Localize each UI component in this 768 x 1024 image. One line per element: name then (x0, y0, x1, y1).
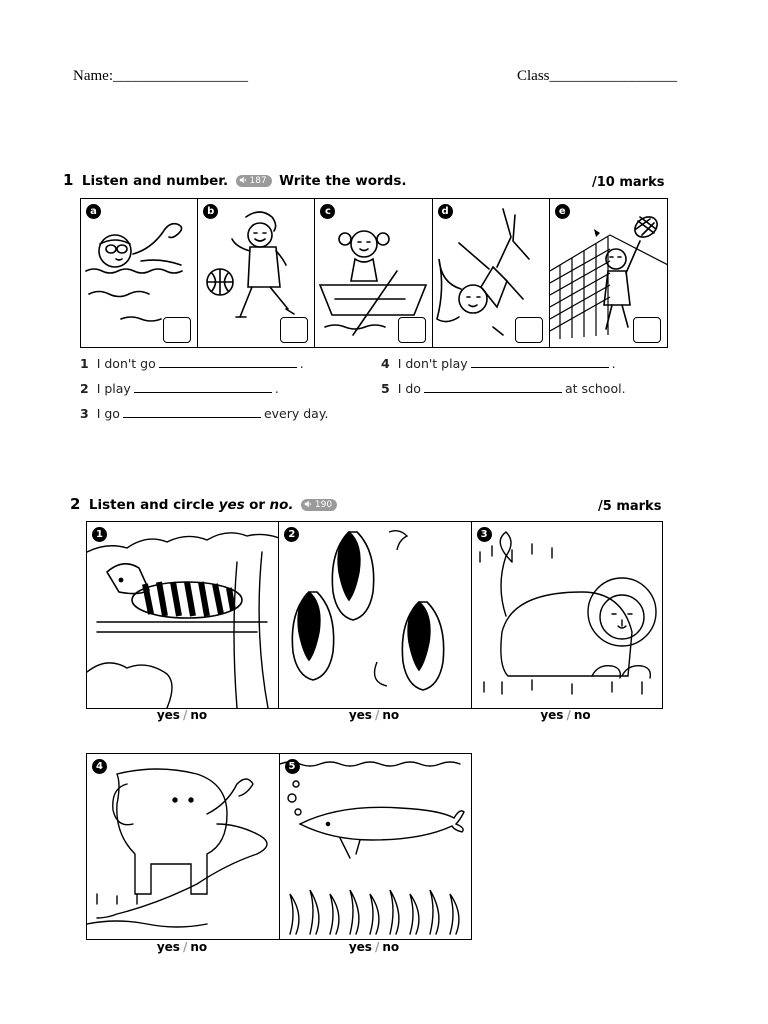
exercise-2-marks: /5 marks (598, 499, 662, 514)
elephant-icon (87, 754, 279, 939)
audio-track-number: 187 (249, 175, 267, 186)
sentence-text-before: I play (96, 381, 131, 396)
panel-number: 4 (92, 759, 107, 774)
exercise-1-title-part2: Write the words. (279, 173, 407, 189)
speaker-icon (239, 176, 247, 184)
separator: / (182, 708, 188, 722)
exercise-2-title-no: no. (269, 497, 294, 513)
whale-icon (280, 754, 472, 939)
panel-letter: d (438, 204, 453, 219)
picture-panel-3 (472, 522, 662, 708)
exercise-1-number: 1 (63, 171, 74, 189)
sentence-4 (381, 355, 616, 371)
picture-panel-4 (87, 754, 280, 939)
no-option[interactable]: no (190, 708, 208, 722)
separator: / (374, 708, 380, 722)
penguins-icon (279, 522, 471, 708)
sentence-text-before: I don't go (96, 356, 156, 371)
panel-number: 2 (284, 527, 299, 542)
sentence-5 (381, 380, 626, 396)
yes-no-choice-2[interactable] (278, 708, 470, 722)
panel-number: 3 (477, 527, 492, 542)
panel-letter: b (203, 204, 218, 219)
separator: / (182, 940, 188, 954)
lion-icon (472, 522, 662, 708)
speaker-icon (304, 500, 312, 508)
exercise-2-number: 2 (70, 495, 81, 513)
audio-track-badge[interactable] (236, 175, 272, 187)
answer-blank-5[interactable] (424, 380, 562, 393)
sentence-number: 2 (80, 381, 89, 396)
answer-box-a[interactable] (163, 317, 191, 343)
sentence-number: 4 (381, 356, 390, 371)
panel-letter: e (555, 204, 570, 219)
answer-blank-2[interactable] (134, 380, 272, 393)
sentence-number: 3 (80, 406, 89, 421)
sentence-2 (80, 380, 279, 396)
zebra-in-tree-icon (87, 522, 279, 708)
picture-panel-1 (87, 522, 279, 708)
yes-no-choice-5[interactable] (278, 940, 470, 954)
picture-panel-2 (279, 522, 471, 708)
separator: / (374, 940, 380, 954)
audio-track-number: 190 (314, 499, 333, 510)
sentence-text-after: . (299, 356, 304, 371)
yes-option[interactable]: yes (540, 708, 564, 722)
sentence-text-after: . (274, 381, 279, 396)
yes-option[interactable]: yes (348, 708, 372, 722)
exercise-1-picture-row (80, 198, 668, 348)
picture-panel-b (198, 199, 315, 347)
sentence-text-before: I don't play (397, 356, 468, 371)
name-field-label[interactable]: Name:__________________ (73, 68, 248, 84)
sentence-3 (80, 405, 328, 421)
exercise-2-title-or: or (249, 497, 266, 513)
picture-panel-5 (280, 754, 472, 939)
sentence-number: 5 (381, 381, 390, 396)
exercise-2-title-part1: Listen and circle (88, 497, 215, 513)
answer-box-c[interactable] (398, 317, 426, 343)
sentence-1 (80, 355, 304, 371)
answer-box-e[interactable] (633, 317, 661, 343)
exercise-2-picture-row-2 (86, 753, 472, 940)
sentence-text-after: every day. (263, 406, 329, 421)
yes-no-choice-4[interactable] (86, 940, 278, 954)
no-option[interactable]: no (190, 940, 208, 954)
sentence-number: 1 (80, 356, 89, 371)
exercise-2-heading (70, 495, 340, 514)
exercise-2-title-yes: yes (218, 497, 245, 513)
sentence-text-after: at school. (564, 381, 626, 396)
answer-blank-3[interactable] (123, 405, 261, 418)
picture-panel-d (433, 199, 550, 347)
exercise-2-picture-row-1 (86, 521, 663, 709)
exercise-1-marks: /10 marks (592, 175, 665, 190)
answer-blank-1[interactable] (159, 355, 297, 368)
yes-option[interactable]: yes (156, 708, 180, 722)
panel-number: 5 (285, 759, 300, 774)
separator: / (566, 708, 571, 722)
audio-track-badge[interactable] (301, 499, 337, 511)
panel-letter: a (86, 204, 101, 219)
yes-no-choice-1[interactable] (86, 708, 278, 722)
panel-letter: c (320, 204, 335, 219)
no-option[interactable]: no (382, 940, 400, 954)
class-field-label[interactable]: Class_________________ (517, 68, 678, 84)
sentence-text-before: I do (397, 381, 421, 396)
yes-no-choice-3[interactable] (470, 708, 661, 722)
panel-number: 1 (92, 527, 107, 542)
sentence-text-before: I go (96, 406, 120, 421)
picture-panel-c (315, 199, 432, 347)
exercise-1-title-part1: Listen and number. (81, 173, 229, 189)
yes-option[interactable]: yes (348, 940, 372, 954)
exercise-1-heading (63, 171, 407, 190)
no-option[interactable]: no (382, 708, 400, 722)
no-option[interactable]: no (573, 708, 591, 722)
yes-option[interactable]: yes (156, 940, 180, 954)
answer-box-d[interactable] (515, 317, 543, 343)
answer-box-b[interactable] (280, 317, 308, 343)
picture-panel-e (550, 199, 667, 347)
picture-panel-a (81, 199, 198, 347)
sentence-text-after: . (611, 356, 616, 371)
answer-blank-4[interactable] (471, 355, 609, 368)
